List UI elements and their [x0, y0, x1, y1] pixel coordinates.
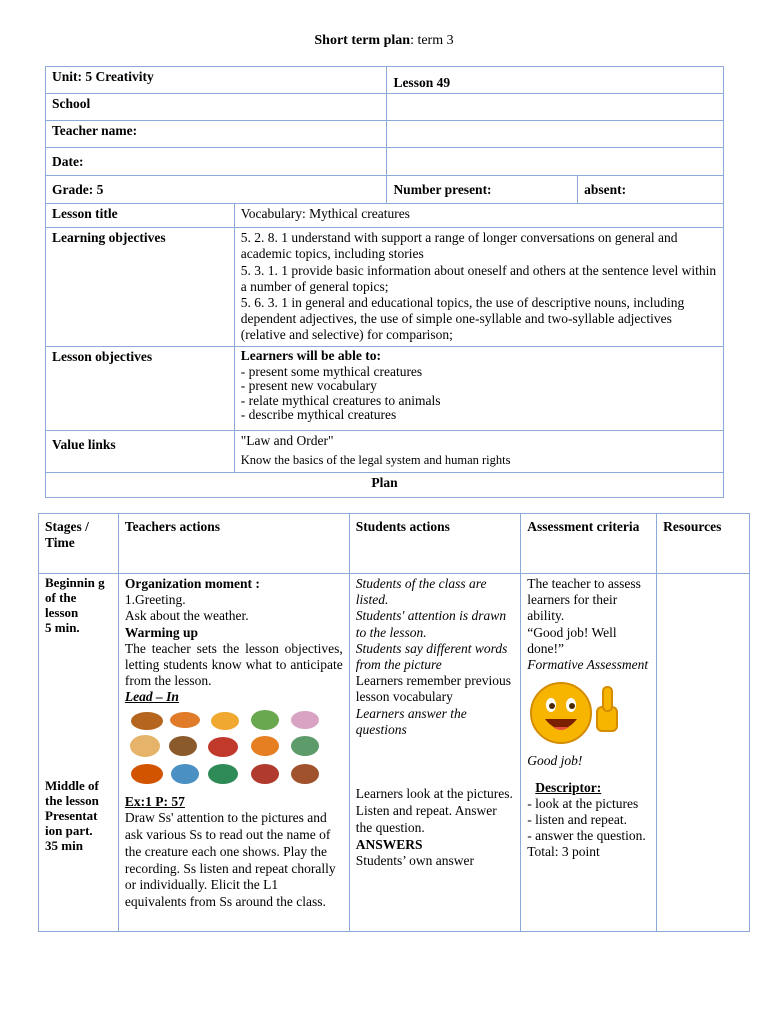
lead-in-title: Lead – In [124, 689, 179, 705]
weather-text: Ask about the weather. [124, 608, 249, 624]
school-value-cell [387, 94, 724, 121]
school-cell: School [46, 94, 387, 121]
assessment-text: Formative Assessment [527, 656, 649, 672]
value-links-value [234, 430, 723, 472]
lesson-header-table [45, 66, 724, 498]
total-points: Total: 3 point [527, 844, 600, 860]
value-links-main: "Law and Order" [240, 432, 334, 448]
list-item: - present some mythical creatures [241, 365, 717, 379]
student-action: Students’ own answer [355, 852, 475, 868]
stages-cell [39, 574, 119, 932]
resources-cell [657, 574, 750, 932]
student-action: Students' attention is drawn to the lesson. [355, 608, 507, 640]
lesson-objectives-label: Lesson objectives [46, 346, 235, 430]
student-action: Learners remember previous lesson vocabulary [355, 673, 511, 705]
plan-heading: Plan [46, 472, 724, 497]
mythical-creatures-image [125, 708, 325, 790]
descriptor-item: - answer the question. [527, 828, 646, 844]
lesson-objectives-list [241, 365, 717, 423]
student-action: Students say different words from the picture [355, 640, 508, 672]
title-rest: : term 3 [410, 33, 454, 48]
absent-cell: absent: [578, 176, 724, 204]
list-item: - present new vocabulary [241, 379, 717, 393]
header-teachers: Teachers actions [118, 514, 349, 574]
learning-objectives-label: Learning objectives [46, 228, 235, 346]
lesson-title-value: Vocabulary: Mythical creatures [234, 204, 723, 228]
exercise-title: Ex:1 P: 57 [124, 793, 185, 809]
learning-objectives-value [234, 228, 723, 346]
learning-objective: 5. 3. 1. 1 provide basic information about oneself and others at the sentence level within a number of general topics; [240, 262, 717, 294]
teachers-actions-cell [118, 574, 349, 932]
date-cell: Date: [46, 148, 387, 176]
stage-beginning-time: 5 min. [45, 619, 80, 635]
list-item: - describe mythical creatures [241, 408, 717, 422]
stage-middle: Middle of the lesson Presentat ion part. [45, 777, 99, 838]
value-links-label: Value links [46, 430, 235, 472]
exercise-text: Draw Ss' attention to the pictures and ask various Ss to read out the name of the creature each one shows. Play the recording. Ss listen and repeat chorally or individually. Elicit the L1 equivalents from Ss around the class. [124, 809, 336, 910]
student-action: Students of the class are listed. [355, 576, 487, 608]
assessment-text: The teacher to assess learners for their ability. [527, 576, 641, 624]
lesson-objectives-value [234, 346, 723, 430]
teacher-value-cell [387, 121, 724, 148]
greeting-text: 1.Greeting. [124, 592, 186, 608]
unit-cell: Unit: 5 Creativity [46, 67, 387, 94]
value-links-detail: Know the basics of the legal system and human rights [240, 452, 511, 467]
creature-figures [130, 710, 319, 784]
thumbs-up-smiley-icon [527, 679, 627, 745]
assessment-cell [521, 574, 657, 932]
stage-beginning: Beginnin g of the lesson [45, 575, 105, 620]
list-item: - relate mythical creatures to animals [241, 394, 717, 408]
stage-middle-time: 35 min [45, 837, 83, 853]
good-job-text: Good job! [527, 753, 583, 769]
learners-able: Learners will be able to: [240, 347, 381, 363]
student-action: Learners look at the pictures. Listen and repeat. Answer the question. [355, 785, 513, 835]
header-assessment: Assessment criteria [521, 514, 657, 574]
header-resources: Resources [657, 514, 750, 574]
assessment-text: “Good job! Well done!” [527, 624, 617, 656]
org-moment-title: Organization moment : [124, 576, 260, 591]
descriptor-item: - listen and repeat. [527, 811, 627, 827]
teacher-name-cell: Teacher name: [46, 121, 387, 148]
date-value-cell [387, 148, 724, 176]
student-action: Learners answer the questions [355, 705, 467, 737]
descriptor-title: Descriptor: [535, 779, 602, 795]
warming-up-text: The teacher sets the lesson objectives, letting students know what to anticipate from the lesson. [124, 640, 343, 689]
lesson-number-cell: Lesson 49 [387, 67, 724, 94]
warming-up-title: Warming up [124, 624, 199, 640]
learning-objective: 5. 6. 3. 1 in general and educational topics, the use of descriptive nouns, including dependent adjectives, the use of simple one-syllable and two-syllable adjectives (relative and selective) for comparison; [240, 294, 685, 343]
grade-cell: Grade: 5 [46, 176, 387, 204]
students-actions-cell [349, 574, 520, 932]
header-stages: Stages / Time [39, 514, 119, 574]
header-students: Students actions [349, 514, 520, 574]
number-present-cell: Number present: [387, 176, 578, 204]
descriptor-item: - look at the pictures [527, 795, 639, 811]
answers-label: ANSWERS [355, 836, 423, 852]
learning-objective: 5. 2. 8. 1 understand with support a range of longer conversations on general and academic topics, including stories [240, 230, 678, 262]
title-bold: Short term plan [314, 33, 411, 48]
plan-table [38, 513, 750, 932]
lesson-title-label: Lesson title [46, 204, 235, 228]
document-title [0, 33, 768, 49]
